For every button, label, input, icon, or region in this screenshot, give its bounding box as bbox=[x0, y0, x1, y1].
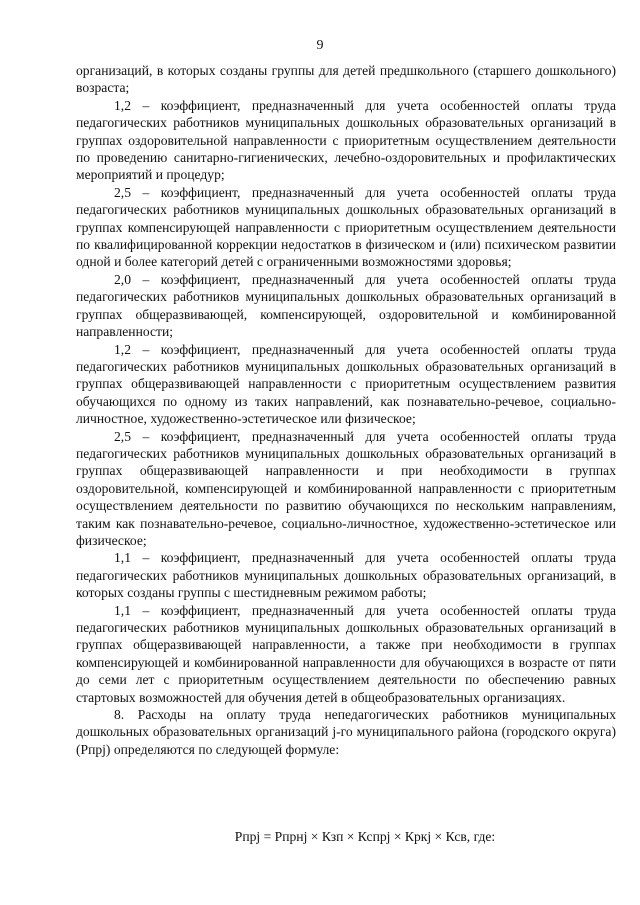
document-body bbox=[76, 62, 616, 758]
paragraph-section-8: 8. Расходы на оплату труда непедагогических работников муниципальных дошкольных образовательных организаций j-го муниципального района (городского округа) (Рпрj) определяются по следующей формуле: bbox=[76, 707, 616, 757]
paragraph-coefficient-1-2-general: 1,2 – коэффициент, предназначенный для учета особенностей оплаты труда педагогических работников муниципальных дошкольных образовательных организаций в группах общеразвивающей направленности с приоритетным осуществлением развития обучающихся по одному из таких направлений, как познавательно-речевое, социально-личностное, художественно-эстетическое или физическое; bbox=[76, 341, 616, 427]
paragraph-coefficient-1-1-sixday: 1,1 – коэффициент, предназначенный для учета особенностей оплаты труда педагогических работников муниципальных дошкольных образовательных организаций, в которых созданы группы с шестидневным режимом работы; bbox=[76, 550, 616, 601]
paragraph-coefficient-2-5-compensating: 2,5 – коэффициент, предназначенный для учета особенностей оплаты труда педагогических работников муниципальных дошкольных образовательных организаций в группах компенсирующей направленности с приоритетным осуществлением деятельности по квалифицированной коррекции недостатков в физическом и (или) психическом развитии одной и более категорий детей с ограниченными возможностями здоровья; bbox=[76, 184, 616, 270]
paragraph-coefficient-1-2-health: 1,2 – коэффициент, предназначенный для учета особенностей оплаты труда педагогических работников муниципальных дошкольных образовательных организаций в группах оздоровительной направленности с приоритетным осуществлением деятельности по проведению санитарно-гигиенических, лечебно-оздоровительных и профилактических мероприятий и процедур; bbox=[76, 97, 616, 183]
paragraph-coefficient-2-0-combined: 2,0 – коэффициент, предназначенный для учета особенностей оплаты труда педагогических работников муниципальных дошкольных образовательных организаций в группах общеразвивающей, компенсирующей, оздоровительной и комбинированной направленности; bbox=[76, 271, 616, 340]
paragraph-coefficient-1-1-preschool: 1,1 – коэффициент, предназначенный для учета особенностей оплаты труда педагогических работников муниципальных дошкольных образовательных организаций в группах общеразвивающей направленности, а также при необходимости в группах компенсирующей и комбинированной направленности для обучающихся в возрасте от пяти до семи лет с приоритетным осуществлением деятельности по обеспечению равных стартовых возможностей для обучения детей в общеобразовательных организациях. bbox=[76, 602, 616, 705]
formula: Рпрj = Рпрнj × Кзп × Кспрj × Кркj × Ксв, где: bbox=[234, 829, 496, 844]
page-number: 9 bbox=[316, 38, 324, 53]
paragraph-continuation: организаций, в которых созданы группы для детей предшкольного (старшего дошкольного) возраста; bbox=[76, 63, 616, 96]
paragraph-coefficient-2-5-multi: 2,5 – коэффициент, предназначенный для учета особенностей оплаты труда педагогических работников муниципальных дошкольных образовательных организаций в группах общеразвивающей направленности и при необходимости в группах оздоровительной, компенсирующей и комбинированной направленности с приоритетным осуществлением деятельности по развитию обучающихся по нескольким направлениям, таким как познавательно-речевое, социально-личностное, художественно-эстетическое или физическое; bbox=[76, 428, 616, 548]
